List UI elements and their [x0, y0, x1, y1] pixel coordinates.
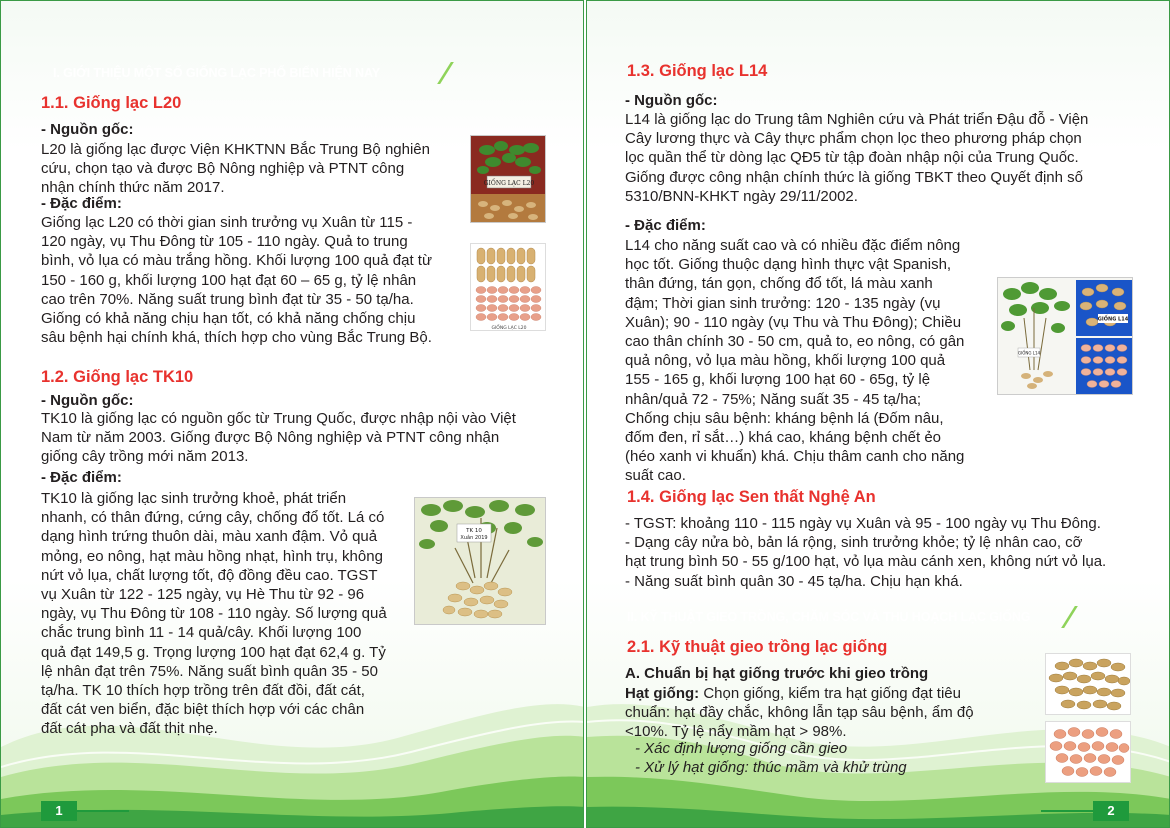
- text-line: - Dạng cây nửa bò, bản lá rộng, sinh trưởng khỏe; tỷ lệ nhân cao, cỡ: [625, 534, 1083, 552]
- l14-plant-tag: GIỐNG L14: [1017, 350, 1041, 356]
- tk10-origin-label: - Nguồn gốc:: [41, 392, 134, 409]
- text-line: - Xác định lượng giống cần gieo: [635, 740, 848, 757]
- text-line: TK10 là giống lạc sinh trưởng khoẻ, phát triển: [41, 490, 347, 507]
- text-line: L20 là giống lạc được Viện KHKTNN Bắc Trung Bộ nghiên: [41, 141, 430, 158]
- text-line: mỏng, eo nông, hạt màu hồng nhạt, hình trụ, không: [41, 547, 383, 565]
- text-line: học tốt. Giống thuộc dạng hình thực vật Spanish,: [625, 256, 952, 274]
- text-line: hạt trung bình 50 - 55 g/100 hạt, vỏ lụa màu cánh xen, không nứt vỏ lụa.: [625, 553, 1107, 571]
- text-line: cao thân chính 30 - 50 cm, quả to, eo nông, có gân: [625, 333, 965, 351]
- text-line: đậm; Thời gian sinh trưởng: 120 - 135 ngày (vụ: [625, 294, 941, 312]
- text-line: giống cây trồng mới năm 2013.: [41, 448, 249, 466]
- unshelled-peanut-photo: [1045, 653, 1131, 715]
- l20-seed-photo: [470, 243, 546, 331]
- text-line: nhanh, có thân đứng, cứng cây, chống đổ tốt. Lá có: [41, 509, 385, 527]
- text-line: 155 - 165 g, khối lượng 100 hạt 60 - 65g, tỷ lệ: [625, 371, 931, 389]
- text-line: TK10 là giống lạc có nguồn gốc từ Trung Quốc, được nhập nội vào Việt: [41, 410, 516, 427]
- text-line: [625, 684, 974, 703]
- text-line: Cây lương thực và Cây thực phẩm chọn lọc theo phương pháp chọn: [625, 130, 1082, 148]
- tech-heading: 2.1. Kỹ thuật gieo trồng lạc giống: [627, 638, 888, 656]
- text-line: Giống được công nhận chính thức là giống TBKT theo Quyết định số: [625, 168, 1083, 186]
- l20-origin-text: [41, 140, 430, 198]
- text-line: đất cát ven biển, đặc biệt thích hợp với các chân: [41, 701, 365, 719]
- tk10-photo-tag: TK 10: [466, 528, 482, 534]
- text-line: Giống lạc L20 có thời gian sinh trưởng vụ Xuân từ 115 -: [41, 214, 413, 231]
- l20-origin-label: - Nguồn gốc:: [41, 121, 134, 138]
- peanut-kernel-photo: [1045, 721, 1131, 783]
- text-line: chắc trung bình 11 - 14 quả/cây. Khối lượng 100: [41, 624, 362, 642]
- text-line: suất cao.: [625, 467, 686, 485]
- seed-steps: [635, 739, 907, 777]
- l14-origin-label: - Nguồn gốc:: [625, 92, 718, 109]
- l14-photo-tag: GIỐNG L14: [1097, 316, 1129, 323]
- text-line: sâu bệnh hại chính khá, thích hợp cho vùng Bắc Trung Bộ.: [41, 329, 432, 347]
- text-line: bình, vỏ lụa có màu trắng hồng. Khối lượng 100 quả đạt từ: [41, 252, 433, 270]
- text-line: chuẩn: hạt đầy chắc, không lẫn tạp sâu bệnh, ẩm độ: [625, 704, 974, 722]
- text-line: đất cát pha và đất thịt nhẹ.: [41, 720, 218, 738]
- left-page: [0, 0, 584, 828]
- page-number-right: 2: [1093, 801, 1129, 821]
- page-number-rule: [77, 810, 129, 812]
- text-line: Chống chịu sâu bệnh: kháng bệnh lá (Đốm nâu,: [625, 409, 944, 427]
- text-line: 120 ngày, vụ Thu Đông từ 105 - 110 ngày. Quả to trung: [41, 233, 408, 251]
- l14-heading: 1.3. Giống lạc L14: [627, 62, 768, 80]
- l14-photo: [997, 277, 1133, 395]
- tk10-traits-label: - Đặc điểm:: [41, 469, 122, 486]
- text-line: Nam từ năm 2003. Giống được Bộ Nông nghiệp và PTNT công nhận: [41, 429, 500, 447]
- sen-heading: 1.4. Giống lạc Sen thất Nghệ An: [627, 488, 876, 506]
- text-line: cao trên 70%. Năng suất trung bình đạt từ 35 - 50 tạ/ha.: [41, 290, 414, 308]
- section-title-bar: I. GIỚI THIỆU MỘT SỐ GIỐNG LẠC PHỔ BIẾN HIỆN NAY: [43, 62, 433, 84]
- text-line: thân đứng, tán gọn, chống đổ tốt, lá màu xanh: [625, 275, 933, 293]
- text-line: tạ/ha. TK 10 thích hợp trồng trên đất đồi, đất cát,: [41, 682, 365, 700]
- l14-traits-label: - Đặc điểm:: [625, 217, 706, 234]
- tk10-traits-text: [41, 489, 387, 739]
- sen-text: [625, 514, 1106, 591]
- seed-label: Hạt giống:: [625, 685, 700, 702]
- section-title-bar: II. KỸ THUẬT GIEO TRỒNG, CHĂM SÓC VÀ THU HOẠCH LẠC GIỐNG: [617, 606, 1057, 628]
- right-page: [586, 0, 1170, 828]
- text-line: ngày, vụ Thu Đông từ 108 - 110 ngày. Số lượng quả: [41, 605, 387, 623]
- l20-traits-text: [41, 213, 432, 347]
- l14-traits-text: [625, 236, 964, 486]
- text-line: cứu, chọn tạo và được Bộ Nông nghiệp và PTNT công: [41, 160, 405, 178]
- text-line: 150 - 160 g, khối lượng 100 hạt đạt 60 – 65 g, tỷ lệ nhân: [41, 271, 417, 289]
- text-line: nhân/quả 72 - 75%; Năng suất 35 - 45 tạ/ha;: [625, 390, 922, 408]
- text-line: <10%. Tỷ lệ nẩy mầm hạt > 98%.: [625, 723, 847, 741]
- text-line: quả đạt 149,5 g. Trọng lượng 100 hạt đạt 62,4 g. Tỷ: [41, 643, 386, 661]
- page-number-left: 1: [41, 801, 77, 821]
- text-line: lọc quần thể từ dòng lạc QĐ5 từ tập đoàn nhập nội của Trung Quốc.: [625, 149, 1079, 167]
- page-number-rule: [1041, 810, 1093, 812]
- l20-plant-photo: [470, 135, 546, 223]
- l20-heading: 1.1. Giống lạc L20: [41, 94, 182, 112]
- tk10-photo-tag-year: Xuân 2019: [460, 535, 488, 541]
- text-line: Giống có khả năng chịu hạn tốt, có khả năng chống chịu: [41, 310, 416, 328]
- l20-seed-photo-caption: GIỐNG LẠC L20: [491, 326, 527, 331]
- text-line: L14 cho năng suất cao và có nhiều đặc điểm nông: [625, 237, 961, 254]
- text-line: Xuân); 90 - 110 ngày (vụ Thu và Thu Đông); Chiều: [625, 313, 962, 331]
- text-line: - Năng suất bình quân 30 - 45 tạ/ha. Chịu hạn khá.: [625, 572, 963, 590]
- tk10-plant-photo: [414, 497, 546, 625]
- text-line: vụ Xuân từ 122 - 125 ngày, vụ Hè Thu từ 92 - 96: [41, 586, 365, 604]
- l14-origin-text: [625, 110, 1088, 206]
- tech-subheading: A. Chuẩn bị hạt giống trước khi gieo trồng: [625, 665, 929, 682]
- seed-line: Chọn giống, kiểm tra hạt giống đạt tiêu: [699, 685, 961, 702]
- l20-photo-tag: GIỐNG LẠC L20: [483, 180, 535, 187]
- text-line: L14 là giống lạc do Trung tâm Nghiên cứu và Phát triển Đậu đỗ - Viện: [625, 111, 1089, 128]
- tk10-origin-text: [41, 409, 516, 467]
- text-line: dạng hình trứng thuôn dài, màu xanh đậm. Vỏ quả: [41, 528, 378, 546]
- text-line: nứt vỏ lụa, chất lượng tốt, độ đồng đều cao. TGST: [41, 566, 378, 584]
- tk10-heading: 1.2. Giống lạc TK10: [41, 368, 194, 386]
- l20-traits-label: - Đặc điểm:: [41, 195, 122, 212]
- text-line: nhận chính thức năm 2017.: [41, 179, 225, 197]
- text-line: (héo xanh vi khuẩn) khá. Chịu thâm canh cho năng: [625, 448, 965, 466]
- text-line: đốm đen, rỉ sắt…) khá cao, kháng bệnh chết ẻo: [625, 429, 942, 447]
- text-line: quả nông, vỏ lụa màu hồng, khối lượng 100 quả: [625, 352, 946, 370]
- seed-text: [625, 684, 974, 742]
- text-line: - TGST: khoảng 110 - 115 ngày vụ Xuân và 95 - 100 ngày vụ Thu Đông.: [625, 515, 1101, 532]
- text-line: lệ nhân đạt trên 75%. Năng suất bình quân 35 - 50: [41, 662, 378, 680]
- text-line: - Xử lý hạt giống: thúc mầm và khử trùng: [635, 759, 907, 777]
- text-line: 5310/BNN-KHKT ngày 29/11/2002.: [625, 187, 858, 205]
